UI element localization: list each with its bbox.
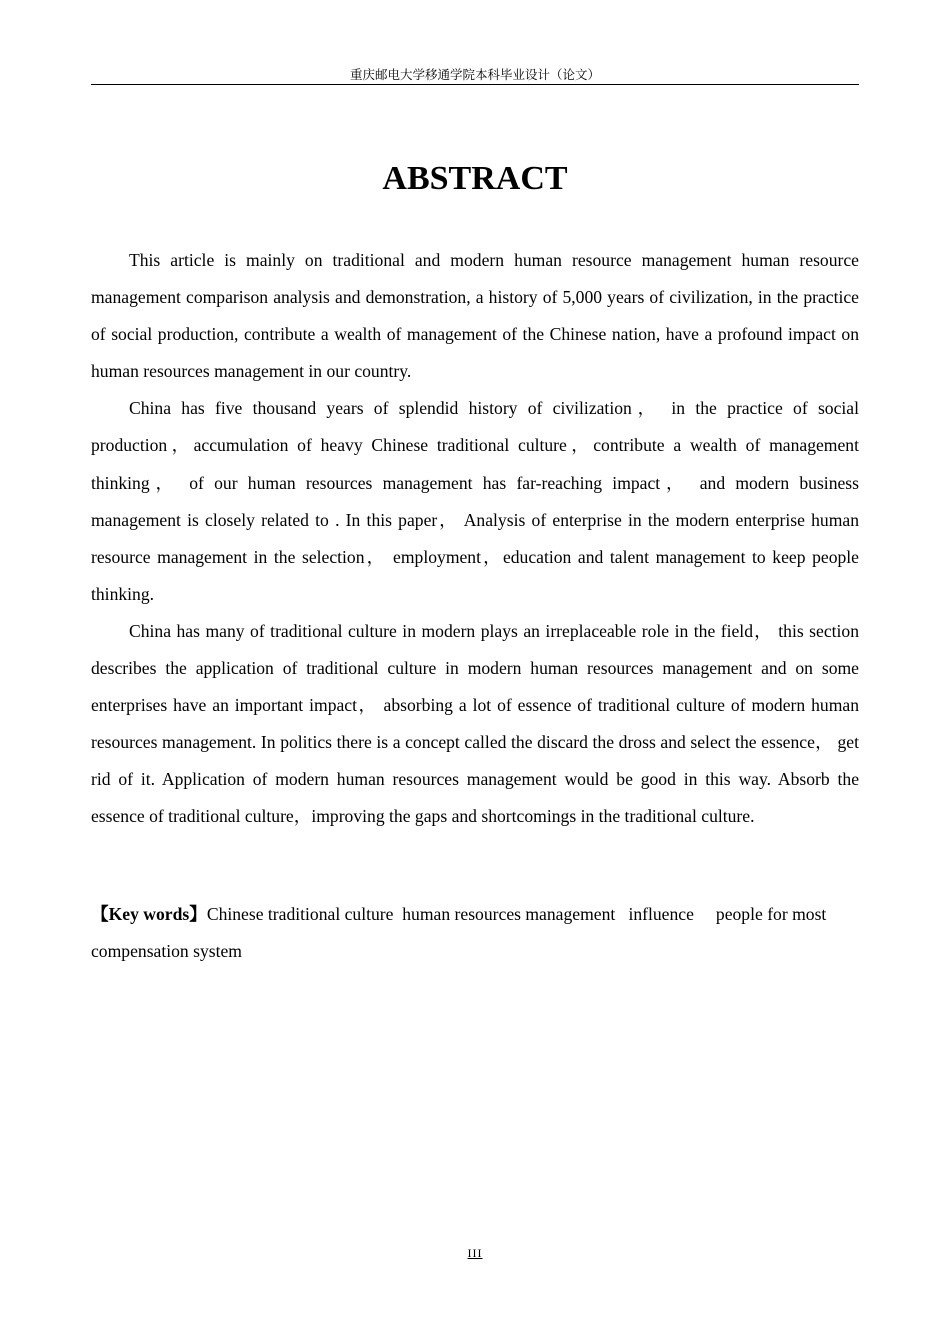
abstract-paragraph-2: China has five thousand years of splendid history of civilization， in the practice of social production，accumulation of heavy Chinese traditional culture，contribute a wealth of management thinking， of our human resources management has far-reaching impact， and modern business management is closely related to . In this paper， Analysis of enterprise in the modern enterprise human resource management in the selection， employment，education and talent management to keep people thinking. xyxy=(91,398,859,604)
abstract-heading: ABSTRACT xyxy=(382,160,568,197)
running-header: 重庆邮电大学移通学院本科毕业设计（论文） xyxy=(91,66,859,85)
keywords-text: Chinese traditional culture human resources management influence people for most compensation system xyxy=(91,904,844,962)
abstract-paragraph-3: China has many of traditional culture in modern plays an irreplaceable role in the field， this section describes the application of traditional culture in modern human resources management and on some enterprises have an important impact， absorbing a lot of essence of traditional culture of modern human resources management. In politics there is a concept called the discard the dross and select the essence， get rid of it. Application of modern human resources management would be good in this way. Absorb the essence of traditional culture，improving the gaps and shortcomings in the traditional culture. xyxy=(91,620,859,827)
keywords-label: 【Key words】 xyxy=(91,904,207,924)
abstract-paragraph-1: This article is mainly on traditional and modern human resource management human resource management comparison analysis and demonstration, a history of 5,000 years of civilization, in the practice of social production, contribute a wealth of management of the Chinese nation, have a profound impact on human resources management in our country. xyxy=(91,250,859,382)
page-number: III xyxy=(467,1246,483,1260)
keywords-line xyxy=(91,896,859,970)
abstract-body xyxy=(91,242,859,836)
